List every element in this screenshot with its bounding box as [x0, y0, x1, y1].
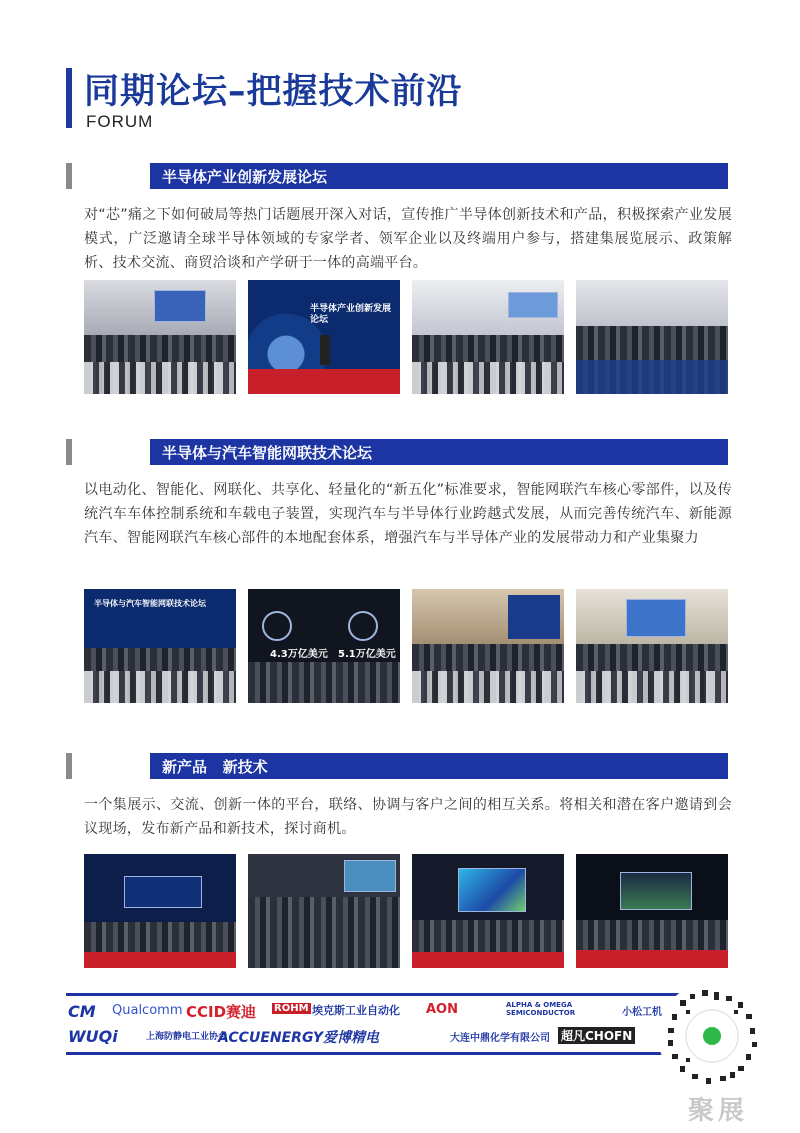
section-heading-text: 半导体与汽车智能网联技术论坛	[162, 444, 373, 462]
page-title: 同期论坛–把握技术前沿	[84, 72, 463, 112]
auto-forum-audience-photo	[576, 589, 728, 703]
slide-value-2: 5.1万亿美元	[338, 649, 396, 660]
section-paragraph-semiconductor: 对“芯”痛之下如何破局等热门话题展开深入对话，宣传推广半导体创新技术和产品，积极探索产业发展模式，广泛邀请全球半导体领域的专家学者、领军企业以及终端用户参与，搭建集展览展示、政策解析、技术交流、商贸洽谈和产学研于一体的高端平台。	[84, 207, 732, 271]
launch-event-screen-photo	[412, 854, 564, 968]
section-heading-new-products	[66, 753, 728, 779]
photo-row-automotive	[84, 589, 728, 703]
auto-forum-speaker-photo	[412, 589, 564, 703]
sponsor-logo: ROHM	[274, 1003, 309, 1014]
section-heading-automotive	[66, 439, 728, 465]
slide-value-1: 4.3万亿美元	[270, 649, 328, 660]
page-subtitle: FORUM	[86, 112, 154, 131]
section-heading-bar	[150, 753, 728, 779]
sponsor-logo: 大连中鼎化学有限公司	[450, 1033, 550, 1044]
section-heading-text: 新产品 新技术	[162, 758, 268, 776]
forum-audience-photo	[84, 280, 236, 394]
forum-seated-audience-photo	[576, 280, 728, 394]
section-heading-text: 半导体产业创新发展论坛	[162, 168, 328, 186]
sponsor-logo: 超凡CHOFN	[558, 1027, 635, 1044]
sponsor-logo: WUQi	[68, 1027, 118, 1046]
section-accent-bar	[66, 753, 72, 779]
photo-row-semiconductor	[84, 280, 728, 394]
launch-event-audience-photo	[248, 854, 400, 968]
sponsor-logo: ACCUENERGY爱博精电	[218, 1030, 380, 1046]
forum-hall-photo	[412, 280, 564, 394]
photo-row-new-products	[84, 854, 728, 968]
sponsor-logo: Qualcomm	[112, 1003, 183, 1018]
section-paragraph-new-products: 一个集展示、交流、创新一体的平台，联络、协调与客户之间的相互关系。将相关和潜在客户邀请到会议现场，发布新产品和新技术，探讨商机。	[84, 797, 732, 837]
sponsor-logo: AON	[426, 1002, 458, 1017]
auto-forum-stage-photo	[84, 589, 236, 703]
stage-banner-text: 半导体产业创新发展论坛	[310, 304, 392, 325]
sponsor-logo: 小松工机	[622, 1007, 662, 1018]
forum-stage-speaker-photo	[248, 280, 400, 394]
title-accent-bar	[66, 68, 72, 128]
launch-event-dark-stage-photo	[576, 854, 728, 968]
sponsor-logo: ALPHA & OMEGA SEMICONDUCTOR	[506, 1001, 576, 1017]
qr-code-icon	[656, 980, 768, 1092]
section-heading-semiconductor	[66, 163, 728, 189]
sponsor-logo: CM	[68, 1002, 96, 1021]
section-paragraph-automotive: 以电动化、智能化、网联化、共享化、轻量化的“新五化”标准要求，智能网联汽车核心零部件，以及传统汽车车体控制系统和车载电子装置，实现汽车与半导体行业跨越式发展，从而完善传统汽车、新能源汽车、智能网联汽车核心部件的本地配套体系，增强汽车与半导体产业的发展带动力和产业集聚力	[84, 482, 732, 546]
sponsor-logo-strip	[66, 993, 736, 1055]
section-heading-bar	[150, 163, 728, 189]
auto-forum-slide-photo	[248, 589, 400, 703]
sponsor-logo: CCID赛迪	[186, 1003, 257, 1021]
section-accent-bar	[66, 163, 72, 189]
stage-banner-text: 半导体与汽车智能网联技术论坛	[94, 599, 206, 608]
section-accent-bar	[66, 439, 72, 465]
watermark-text: 聚展	[688, 1096, 749, 1126]
sponsor-logo: 埃克斯工业自动化	[312, 1004, 400, 1017]
section-heading-bar	[150, 439, 728, 465]
sponsor-logo: 上海防静电工业协会	[146, 1032, 228, 1042]
launch-event-stage-photo	[84, 854, 236, 968]
